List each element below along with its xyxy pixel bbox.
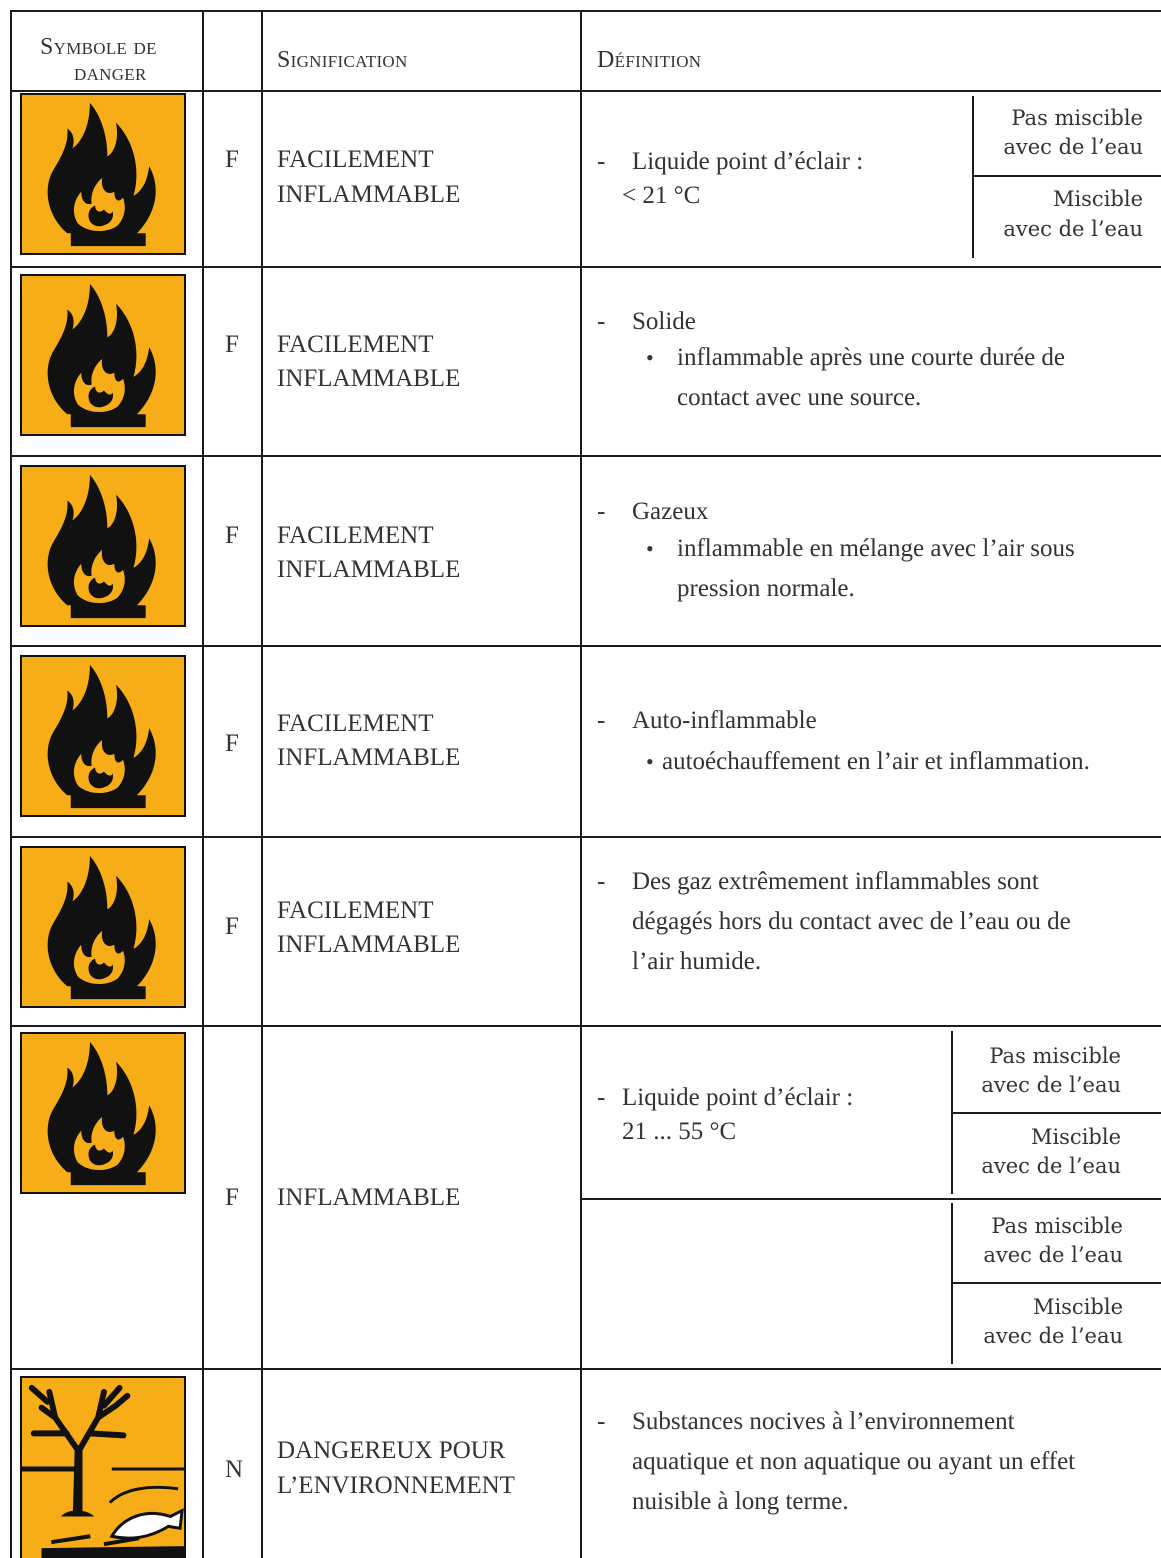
row4-code: F bbox=[225, 730, 239, 757]
row6-sub3-line2: avec de l’eau bbox=[983, 1243, 1123, 1267]
row3-meaning-line1: FACILEMENT bbox=[277, 522, 434, 549]
row6-sub4-line2: avec de l’eau bbox=[983, 1324, 1123, 1348]
row2-bullet: • bbox=[646, 345, 654, 370]
row6-sub2-line1: Miscible bbox=[1030, 1125, 1121, 1149]
row7-def-line3: nuisible à long terme. bbox=[632, 1488, 849, 1515]
row1-sub1-line1: Pas miscible bbox=[1011, 106, 1143, 130]
row4-dash: - bbox=[597, 707, 606, 734]
rule-col-code bbox=[202, 10, 204, 1558]
row3-def-bullet-line2: pression normale. bbox=[677, 575, 855, 602]
flame-icon bbox=[20, 1032, 186, 1194]
row3-meaning-line2: INFLAMMABLE bbox=[277, 556, 461, 583]
row3-code: F bbox=[225, 522, 239, 549]
rule-top bbox=[10, 10, 1161, 12]
rule-row6-bottom bbox=[10, 1368, 1161, 1370]
header-definition: Définition bbox=[597, 47, 702, 73]
row5-def-line2: dégagés hors du contact avec de l’eau ou de bbox=[632, 908, 1071, 935]
row7-meaning-line1: DANGEREUX POUR bbox=[277, 1437, 506, 1464]
dead-tree-and-fish-icon bbox=[20, 1376, 186, 1558]
flame-icon bbox=[20, 93, 186, 255]
row2-meaning-line1: FACILEMENT bbox=[277, 331, 434, 358]
row1-sub2-line2: avec de l’eau bbox=[1003, 217, 1143, 241]
row5-meaning-line1: FACILEMENT bbox=[277, 897, 434, 924]
header-symbol-line1: Symbole de bbox=[40, 34, 157, 60]
row6-sub3-line1: Pas miscible bbox=[991, 1214, 1123, 1238]
row3-def-bullet-line1: inflammable en mélange avec l’air sous bbox=[677, 535, 1075, 562]
row6-code: F bbox=[225, 1184, 239, 1211]
row7-def-line1: Substances nocives à l’environnement bbox=[632, 1408, 1015, 1435]
row6-def-line2: 21 ... 55 °C bbox=[622, 1118, 737, 1145]
row6-def-line1: Liquide point d’éclair : bbox=[622, 1084, 854, 1111]
row2-code: F bbox=[225, 331, 239, 358]
row5-code: F bbox=[225, 913, 239, 940]
rule-header-bottom bbox=[10, 90, 1161, 92]
row2-def-bullet-line1: inflammable après une courte durée de bbox=[677, 344, 1066, 371]
row6-sub1-line2: avec de l’eau bbox=[981, 1073, 1121, 1097]
header-signification: Signification bbox=[277, 47, 408, 73]
flame-icon bbox=[20, 274, 186, 436]
rule-col-meaning bbox=[261, 10, 263, 1558]
rule-row1-bottom bbox=[10, 266, 1161, 268]
row1-dash: - bbox=[597, 148, 606, 175]
row5-meaning-line2: INFLAMMABLE bbox=[277, 931, 461, 958]
rule-col-definition bbox=[580, 10, 582, 1558]
row5-def-line3: l’air humide. bbox=[632, 948, 762, 975]
row7-code: N bbox=[225, 1456, 244, 1483]
row4-def-bullet-line1: autoéchauffement en l’air et inflammation. bbox=[662, 748, 1090, 775]
row1-code: F bbox=[225, 146, 239, 173]
row1-sub2-line1: Miscible bbox=[1052, 187, 1143, 211]
row7-def-line2: aquatique et non aquatique ou ayant un effet bbox=[632, 1448, 1076, 1475]
row7-meaning-line2: L’ENVIRONNEMENT bbox=[277, 1472, 515, 1499]
rule-row1-inner-vertical bbox=[972, 96, 974, 258]
row5-dash: - bbox=[597, 868, 606, 895]
rule-row2-bottom bbox=[10, 455, 1161, 457]
row1-sub1-line2: avec de l’eau bbox=[1003, 135, 1143, 159]
flame-icon bbox=[20, 465, 186, 627]
flame-icon bbox=[20, 655, 186, 817]
row1-meaning-line2: INFLAMMABLE bbox=[277, 181, 461, 208]
flame-icon bbox=[20, 846, 186, 1008]
row2-def-line1: Solide bbox=[632, 308, 696, 335]
row6-sub1-line1: Pas miscible bbox=[989, 1044, 1121, 1068]
row4-def-line1: Auto-inflammable bbox=[632, 707, 817, 734]
rule-row4-bottom bbox=[10, 836, 1161, 838]
row6-meaning-line1: INFLAMMABLE bbox=[277, 1184, 461, 1211]
rule-row1-inner-horizontal bbox=[973, 175, 1161, 177]
rule-row6-inner-horizontal-b bbox=[952, 1282, 1161, 1284]
rule-row6-inner-horizontal-a bbox=[952, 1112, 1161, 1114]
row7-dash: - bbox=[597, 1408, 606, 1435]
row4-meaning-line1: FACILEMENT bbox=[277, 710, 434, 737]
row3-def-line1: Gazeux bbox=[632, 498, 709, 525]
row2-def-bullet-line2: contact avec une source. bbox=[677, 384, 922, 411]
rule-row3-bottom bbox=[10, 645, 1161, 647]
row3-dash: - bbox=[597, 498, 606, 525]
row4-meaning-line2: INFLAMMABLE bbox=[277, 744, 461, 771]
row2-dash: - bbox=[597, 308, 606, 335]
row6-sub4-line1: Miscible bbox=[1032, 1295, 1123, 1319]
row4-bullet: • bbox=[646, 749, 654, 774]
row6-dash: - bbox=[597, 1084, 606, 1111]
row6-sub2-line2: avec de l’eau bbox=[981, 1154, 1121, 1178]
row1-def-line2: < 21 °C bbox=[622, 182, 701, 209]
rule-row5-bottom bbox=[10, 1025, 1161, 1027]
row1-def-line1: Liquide point d’éclair : bbox=[632, 148, 864, 175]
row1-meaning-line1: FACILEMENT bbox=[277, 146, 434, 173]
row2-meaning-line2: INFLAMMABLE bbox=[277, 365, 461, 392]
header-symbol-line2: danger bbox=[74, 60, 147, 86]
row5-def-line1: Des gaz extrêmement inflammables sont bbox=[632, 868, 1039, 895]
rule-row6-mid bbox=[581, 1198, 1161, 1200]
row3-bullet: • bbox=[646, 536, 654, 561]
rule-col-left bbox=[10, 10, 12, 1558]
